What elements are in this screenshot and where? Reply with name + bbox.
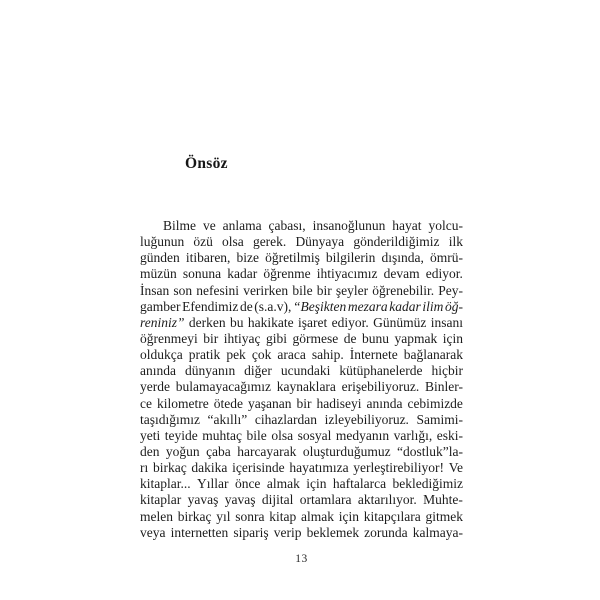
word: ce: [140, 395, 152, 411]
word: ediyor.: [331, 314, 369, 330]
text-line: [140, 363, 463, 379]
word: kitaplar: [140, 492, 182, 508]
word: Dünyaya: [295, 234, 345, 250]
word: Günümüz: [373, 314, 427, 330]
word: ötede: [213, 395, 243, 411]
word: bilgilerin: [325, 250, 376, 266]
word: kitapçılara: [363, 508, 421, 524]
word: almak: [266, 476, 300, 492]
word: verirken: [243, 282, 289, 298]
word: anında: [366, 395, 403, 411]
word: dakika: [191, 460, 228, 476]
word: gerek.: [252, 234, 287, 250]
word: öğrenmeyi: [140, 330, 198, 346]
word: günden: [140, 250, 180, 266]
word: erişebiliyoruz.: [341, 379, 420, 395]
word: olsa: [222, 234, 244, 250]
word: insanı: [430, 314, 463, 330]
word: bize: [236, 250, 260, 266]
word: dünyanın: [184, 363, 236, 379]
word: görmese: [292, 330, 339, 346]
word: bulamayacağımız: [175, 379, 271, 395]
word: yerleştirebiliyor!: [353, 460, 445, 476]
word: cebimizde: [407, 395, 463, 411]
word: kadar: [389, 298, 421, 314]
word: ortamlara: [299, 492, 352, 508]
word: aktarılıyor.: [357, 492, 417, 508]
text-line: [140, 218, 463, 234]
word: sipariş: [233, 524, 269, 540]
word: kalmaya-: [412, 524, 463, 540]
word: bağlanarak: [403, 347, 463, 363]
word: ihtiyacımız: [316, 266, 378, 282]
word: izleyebiliyoruz.: [324, 411, 409, 427]
text-line: [140, 509, 463, 525]
word: İnternete: [349, 347, 398, 363]
word: kadar: [227, 266, 258, 282]
text-line: [140, 492, 463, 508]
word: sahip.: [311, 347, 344, 363]
word: teyide: [164, 427, 198, 443]
word: yeti: [140, 427, 161, 443]
word: yapmak: [394, 330, 438, 346]
word: bu: [230, 314, 244, 330]
word: diğer: [244, 363, 272, 379]
word: hiçbir: [431, 363, 463, 379]
word: internetten: [170, 524, 229, 540]
text-line: [140, 525, 463, 541]
word: gönderildiğimiz: [353, 234, 440, 250]
word: içerisinde: [232, 460, 285, 476]
word: anında: [140, 363, 176, 379]
word: derken: [188, 314, 226, 330]
word: sosyal: [297, 427, 332, 443]
text-line: [140, 412, 463, 428]
word: için: [306, 476, 327, 492]
word: müzün: [140, 266, 177, 282]
word: kitap: [269, 508, 297, 524]
word: de: [239, 298, 253, 314]
text-line: [140, 299, 463, 315]
word: beklemek: [306, 524, 360, 540]
word: yoğun: [165, 443, 200, 459]
word: öğretilmiş: [265, 250, 320, 266]
word: varlığı,: [393, 427, 433, 443]
word: birkaç: [177, 508, 212, 524]
text-line: [140, 250, 463, 266]
text-line: [140, 444, 463, 460]
word: çabası,: [268, 218, 306, 233]
word: Samimi-: [416, 411, 463, 427]
word: sonuna: [182, 266, 222, 282]
word: özü: [193, 234, 213, 250]
word: öğ-: [444, 298, 463, 314]
word: cihazlardan: [254, 411, 318, 427]
word: işaret: [297, 314, 328, 330]
text-line: [140, 315, 463, 331]
word: Pey-: [438, 282, 463, 298]
word: ilim: [422, 298, 444, 314]
word: yaşanan: [247, 395, 292, 411]
chapter-heading: Önsöz: [185, 155, 228, 172]
word: hakikate: [247, 314, 294, 330]
word: kitaplar...: [140, 476, 191, 492]
word: dijital: [261, 492, 294, 508]
word: araca: [277, 347, 306, 363]
word: bir: [203, 330, 219, 346]
word: Ve: [448, 460, 463, 476]
word: Muhte-: [423, 492, 463, 508]
word: bir: [316, 282, 332, 298]
word: Bilme: [163, 218, 196, 233]
word: ucundaki: [280, 363, 331, 379]
word: “Beşikten: [293, 298, 347, 314]
text-line: [140, 283, 463, 299]
word: ilk: [448, 234, 463, 250]
page-number: 13: [295, 553, 308, 565]
word: çaba: [206, 443, 231, 459]
word: mezara: [347, 298, 388, 314]
word: hayatımıza: [289, 460, 349, 476]
word: İnsan: [140, 282, 170, 298]
text-line: [140, 347, 463, 363]
word: harcayarak: [237, 443, 297, 459]
word: pratik: [188, 347, 221, 363]
word: muhtaç: [202, 427, 243, 443]
word: ve: [202, 218, 216, 233]
word: (s.a.v),: [254, 298, 292, 314]
word: Yıllar: [197, 476, 229, 492]
word: birkaç: [152, 460, 187, 476]
word: ömrü-: [429, 250, 463, 266]
word: den: [140, 443, 160, 459]
word: ihtiyaç: [223, 330, 261, 346]
word: haftalarca: [332, 476, 387, 492]
word: önce: [234, 476, 261, 492]
text-line: [140, 379, 463, 395]
text-line: [140, 234, 463, 250]
word: yıl: [216, 508, 231, 524]
word: gamber: [140, 298, 181, 314]
body-paragraph: [140, 218, 463, 541]
word: oldukça: [140, 347, 183, 363]
word: dışında,: [381, 250, 424, 266]
word: kaynaklara: [276, 379, 336, 395]
word: bile: [246, 427, 267, 443]
word: verip: [273, 524, 302, 540]
word: “dostluk”la-: [396, 443, 463, 459]
word: zorunda: [364, 524, 408, 540]
word: olsa: [271, 427, 294, 443]
word: taşıdığımız: [140, 411, 200, 427]
word: kilometre: [156, 395, 209, 411]
word: devam: [383, 266, 420, 282]
word: medyanın: [335, 427, 390, 443]
word: “akıllı”: [207, 411, 248, 427]
word: eski-: [436, 427, 463, 443]
word: ediyor.: [425, 266, 463, 282]
word: beklediğimiz: [392, 476, 463, 492]
word: bunu: [361, 330, 389, 346]
word: şeyler: [335, 282, 369, 298]
word: de: [343, 330, 357, 346]
word: hadiseyi: [316, 395, 362, 411]
word: hayat: [392, 218, 422, 233]
word: gibi: [265, 330, 287, 346]
word: yerde: [140, 379, 170, 395]
text-line: [140, 396, 463, 412]
word: bir: [296, 395, 312, 411]
word: itibaren,: [185, 250, 231, 266]
text-line: [140, 428, 463, 444]
word: son: [173, 282, 193, 298]
word: yavaş: [187, 492, 219, 508]
text-line: [140, 460, 463, 476]
word: Efendimiz: [182, 298, 239, 314]
word: çok: [251, 347, 272, 363]
text-line: [140, 331, 463, 347]
word: kütüphanelerde: [339, 363, 423, 379]
word: sonra: [235, 508, 265, 524]
word: yavaş: [224, 492, 256, 508]
word: oluşturduğumuz: [302, 443, 391, 459]
word: öğrenme: [263, 266, 311, 282]
word: insanoğlunun: [312, 218, 386, 233]
word: luğunun: [140, 234, 185, 250]
text-line: [140, 476, 463, 492]
word: almak: [301, 508, 334, 524]
word: pek: [226, 347, 246, 363]
word: gitmek: [425, 508, 463, 524]
word: bile: [292, 282, 313, 298]
word: melen: [140, 508, 173, 524]
word: reniniz”: [140, 314, 185, 330]
word: Binler-: [425, 379, 463, 395]
word: nefesini: [196, 282, 240, 298]
text-line: [140, 266, 463, 282]
word: yolcu-: [428, 218, 463, 233]
word: öğrenebilir.: [372, 282, 435, 298]
word: için: [442, 330, 463, 346]
word: anlama: [222, 218, 262, 233]
word: rı: [140, 460, 149, 476]
word: için: [338, 508, 359, 524]
word: veya: [140, 524, 166, 540]
